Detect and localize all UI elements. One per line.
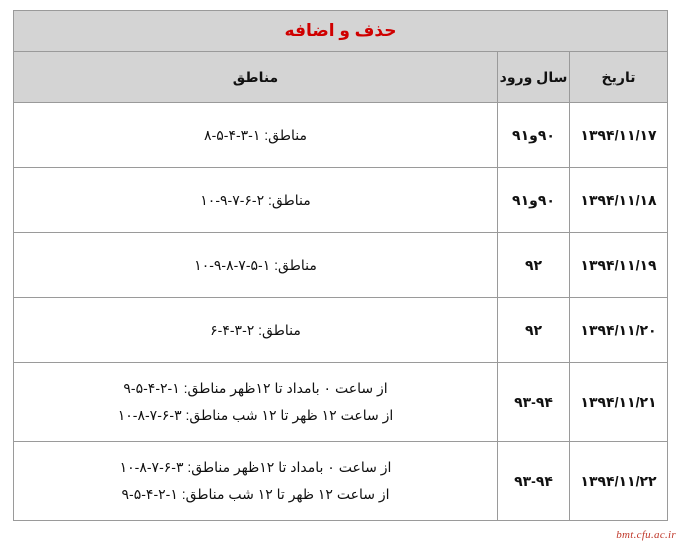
cell-areas	[14, 442, 498, 521]
table-row	[14, 298, 668, 363]
areas-line: از ساعت ۰ بامداد تا ۱۲ظهر مناطق: ۱-۲-۴-۵-۹	[123, 380, 388, 397]
table-title-row	[14, 11, 668, 52]
areas-line: مناطق: ۱-۵-۷-۸-۹-۱۰	[194, 256, 317, 273]
cell-entry-year: ۹۰و۹۱	[498, 103, 570, 168]
areas-line: از ساعت ۰ بامداد تا ۱۲ظهر مناطق: ۳-۶-۷-۸-۱۰	[119, 459, 392, 476]
column-header-date: تاریخ	[570, 52, 668, 103]
schedule-table	[13, 10, 668, 521]
table-row	[14, 168, 668, 233]
page-title: حذف و اضافه	[14, 11, 668, 52]
table-row	[14, 233, 668, 298]
cell-date: ۱۳۹۴/۱۱/۲۱	[570, 363, 668, 442]
areas-line: از ساعت ۱۲ ظهر تا ۱۲ شب مناطق: ۱-۲-۴-۵-۹	[121, 486, 390, 502]
cell-date: ۱۳۹۴/۱۱/۱۷	[570, 103, 668, 168]
cell-entry-year: ۹۳-۹۴	[498, 442, 570, 521]
table-row	[14, 363, 668, 442]
cell-entry-year: ۹۰و۹۱	[498, 168, 570, 233]
cell-date: ۱۳۹۴/۱۱/۱۹	[570, 233, 668, 298]
cell-date: ۱۳۹۴/۱۱/۲۲	[570, 442, 668, 521]
cell-date: ۱۳۹۴/۱۱/۲۰	[570, 298, 668, 363]
cell-areas	[14, 103, 498, 168]
cell-areas	[14, 298, 498, 363]
cell-entry-year: ۹۳-۹۴	[498, 363, 570, 442]
table-row	[14, 103, 668, 168]
areas-line: مناطق: ۲-۶-۷-۹-۱۰	[200, 191, 311, 208]
footer-watermark-url: bmt.cfu.ac.ir	[616, 529, 676, 541]
areas-line: از ساعت ۱۲ ظهر تا ۱۲ شب مناطق: ۳-۶-۷-۸-۱۰	[117, 407, 394, 423]
schedule-table-container	[14, 10, 668, 521]
areas-line: مناطق: ۲-۳-۴-۶	[210, 321, 301, 338]
cell-entry-year: ۹۲	[498, 298, 570, 363]
cell-areas	[14, 233, 498, 298]
cell-areas	[14, 168, 498, 233]
column-header-entry-year: سال ورود	[498, 52, 570, 103]
column-header-areas: مناطق	[14, 52, 498, 103]
table-header-row	[14, 52, 668, 103]
cell-entry-year: ۹۲	[498, 233, 570, 298]
table-row	[14, 442, 668, 521]
areas-line: مناطق: ۱-۳-۴-۵-۸	[204, 126, 307, 143]
cell-date: ۱۳۹۴/۱۱/۱۸	[570, 168, 668, 233]
cell-areas	[14, 363, 498, 442]
